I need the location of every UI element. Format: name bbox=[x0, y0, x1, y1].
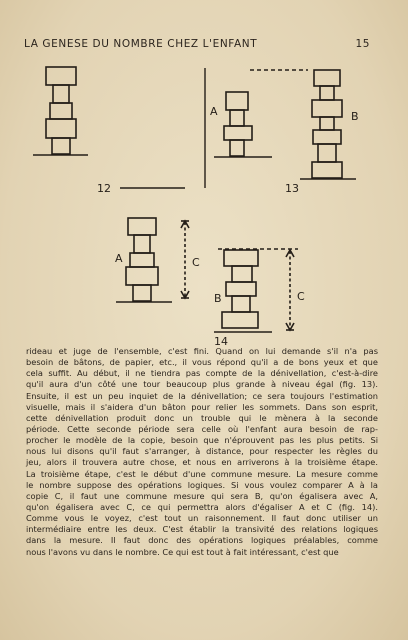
fig14-label-c-right: C bbox=[297, 290, 305, 303]
fig14-label-a: A bbox=[115, 252, 123, 265]
text-line: Comme vous le voyez, c'est tout un raisonnement. Il faut donc utiliser un bbox=[26, 513, 378, 524]
text-line: cela suffit. Au début, il ne tiendra pas compte de la dénivellation, c'est-à-dire bbox=[26, 368, 378, 379]
fig14-label-c-left: C bbox=[192, 256, 200, 269]
fig14-label-b: B bbox=[214, 292, 222, 305]
fig13-label-b: B bbox=[351, 110, 359, 123]
text-line: intermédiaire entre les deux. C'est établir la transivité des relations logiques bbox=[26, 524, 378, 535]
text-line: copie C, il faut une commune mesure qui sera B, qu'on égalisera avec A, bbox=[26, 490, 378, 501]
text-line: visuelle, mais il s'aidera d'un bâton pour relier les sommets. Dans son esprit, bbox=[26, 401, 378, 412]
fig14-number: 14 bbox=[214, 335, 228, 348]
fig12-number: 12 bbox=[97, 182, 111, 195]
page-number: 15 bbox=[355, 38, 370, 50]
fig13-label-a: A bbox=[210, 105, 218, 118]
text-line: jeu, alors il trouvera autre chose, et nous en arriverons à la troisième étape. bbox=[26, 457, 378, 468]
text-line: nous l'avons vu dans le nombre. Ce qui est tout à fait intéressant, c'est que bbox=[26, 546, 339, 557]
text-line: qu'on égalisera avec C, ce qui permettra alors d'égaliser A et C (fig. 14). bbox=[26, 501, 378, 512]
text-line: dans la mesure. Il faut donc des opérations logiques préalables, comme bbox=[26, 535, 378, 546]
text-line: procher le modèle de la copie, besoin que n'éprouvent pas les plus petits. Si bbox=[26, 435, 378, 446]
text-line: période. Cette seconde période sera celle où l'enfant aura besoin de rap- bbox=[26, 423, 378, 434]
text-line: le nombre suppose des opérations logiques. Si vous voulez comparer A à la bbox=[26, 479, 378, 490]
fig13-tower-a bbox=[214, 92, 272, 157]
fig12-tower bbox=[33, 67, 88, 155]
fig13-number: 13 bbox=[285, 182, 299, 195]
text-line: nous lui disons qu'il faut s'arranger, à distance, pour respecter les règles du bbox=[26, 446, 378, 457]
text-line: qu'il aura d'un côté une tour beaucoup plus grande à niveau égal (fig. 13). bbox=[26, 379, 378, 390]
body-text bbox=[26, 346, 378, 558]
fig13-tower-b bbox=[300, 70, 356, 179]
running-title: LA GENESE DU NOMBRE CHEZ L'ENFANT bbox=[24, 38, 258, 50]
text-line: cette dénivellation produit donc un trouble qui le mènera à la seconde bbox=[26, 412, 378, 423]
text-line: La troisième étape, c'est le début d'une commune mesure. La mesure comme bbox=[26, 468, 378, 479]
fig14-tower-a bbox=[116, 218, 172, 302]
fig14-tower-b bbox=[214, 250, 272, 332]
text-line: Ensuite, il est un peu inquiet de la dénivellation; ce sera toujours l'estimation bbox=[26, 390, 378, 401]
text-line: rideau et juge de l'ensemble, c'est fini. Quand on lui demande s'il n'a pas bbox=[26, 346, 378, 356]
text-line: besoin de bâtons, de papier, etc., il vous répond qu'il a de bons yeux et que bbox=[26, 357, 378, 368]
